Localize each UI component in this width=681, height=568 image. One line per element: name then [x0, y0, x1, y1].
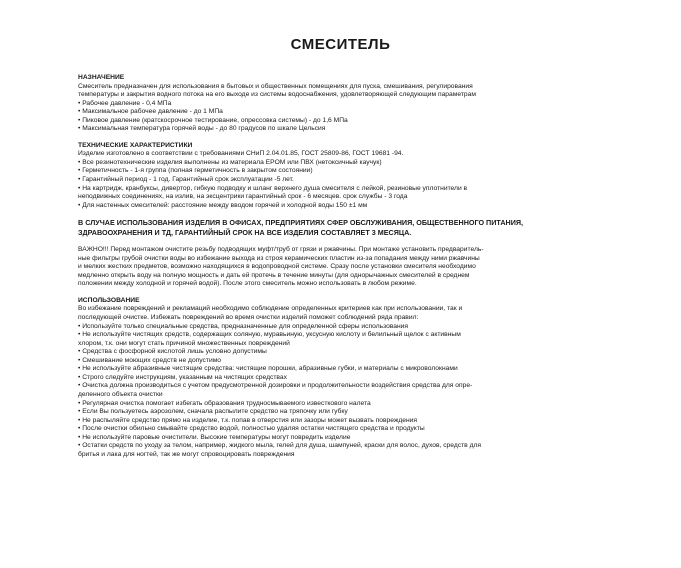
usage-line: деленного объекта очистки [78, 390, 163, 398]
important-line: медленно открыть воду на полную мощность и дать ей протечь в течение минуты (для однорычажных смесителей в среднем [78, 271, 470, 279]
usage-line: • Используйте только специальные средства, предназначенные для определенной сферы использования [78, 322, 409, 330]
usage-line: • Не используйте чистящих средств, содержащих соляную, муравьиную, уксусную кислоту и белильный щелок с активным [78, 331, 461, 339]
usage-line: • Смешивание моющих средств не допустимо [78, 356, 222, 364]
usage-line: • Регулярная очистка помогает избегать образования трудносмываемого известкового налета [78, 399, 371, 407]
usage-line: • Очистка должна производиться с учетом предусмотренной дозировки и продолжительности воздействия средства для опре- [78, 382, 473, 390]
specs-line: Изделие изготовлено в соответствии с требованиями СНиП 2.04.01.85, ГОСТ 25809-86, ГОСТ 19681 -94. [78, 150, 404, 158]
usage-line: • После очистки обильно смывайте средство водой, полностью удаляя остатки чистящего средства и продукты [78, 425, 425, 433]
usage-line: • Не используйте абразивные чистящие средства: чистящие порошки, абразивные губки, и материалы с микроволокнами [78, 365, 458, 373]
usage-line: • Не используйте паровые очистители. Высокие температуры могут повредить изделие [78, 433, 351, 441]
important-line: ВАЖНО!!! Перед монтажом очистите резьбу подводящих муфт/труб от грязи и ржавчины. При монтаже установить предваритель- [78, 246, 484, 254]
usage-line: Во избежание повреждений и рекламаций необходимо соблюдение определенных критериев как при использовании, так и [78, 305, 463, 313]
purpose-heading: НАЗНАЧЕНИЕ [78, 74, 125, 81]
specs-line: • Для настенных смесителей: расстояние между вводом горячей и холодной воды 150 ±1 мм [78, 201, 368, 209]
specs-heading: ТЕХНИЧЕСКИЕ ХАРАКТЕРИСТИКИ [78, 141, 193, 149]
important-line: и мелких жестких предметов, возможно находящихся в водопроводной системе. Сразу после установки смесителя необходимо [78, 263, 476, 271]
purpose-line: • Рабочее давление - 0,4 МПа [78, 99, 172, 107]
usage-line: • Строго следуйте инструкциям, указанным на чистящих средствах [78, 373, 287, 381]
specs-line: • Герметичность - 1-я группа (полная герметичность в закрытом состоянии) [78, 167, 313, 175]
specs-line: • На картридж, кранбуксы, дивертор, гибкую подводку и шланг верхнего душа смесителя с лейкой, резиновые уплотнители в [78, 184, 468, 192]
usage-section [78, 305, 588, 459]
purpose-line: Смеситель предназначен для использования в бытовых и общественных помещениях для пуска, смешивания, регулирования [78, 82, 473, 90]
spacer [78, 289, 588, 297]
warning-line: В СЛУЧАЕ ИСПОЛЬЗОВАНИЯ ИЗДЕЛИЯ В ОФИСАХ, ПРЕДПРИЯТИЯХ СФЕР ОБСЛУЖИВАНИЯ, ОБЩЕСТВЕННОГО ПИТАНИЯ, [78, 218, 524, 228]
usage-line: бритья и лака для ногтей, так же могут спровоцировать повреждения [78, 450, 295, 458]
usage-heading: ИСПОЛЬЗОВАНИЕ [78, 296, 140, 304]
warning-line: ЗДРАВООХРАНЕНИЯ И ТД, ГАРАНТИЙНЫЙ СРОК НА ВСЕ ИЗДЕЛИЯ СОСТАВЛЯЕТ 3 МЕСЯЦА. [78, 228, 412, 238]
usage-line: • Если Вы пользуетесь аэрозолем, сначала распылите средство на тряпочку или губку [78, 408, 348, 416]
specs-line: неподвижных соединениях, на излив, на эксцентрики гарантийный срок - 6 месяцев. срок службы - 3 года [78, 193, 408, 201]
usage-line: • Остатки средств по уходу за телом, например, жидкого мыла, гелей для душа, шампуней, краски для волос, духов, средств для [78, 442, 481, 450]
usage-line: • Не распыляйте средство прямо на изделие, т.к. попав в отверстия или зазоры может вызвать повреждения [78, 416, 418, 424]
important-line: ные фильтры грубой очистки воды во избежание выхода из строя керамических пластин из-за попадания между ними ржавчины [78, 254, 480, 262]
specs-line: • Гарантийный период - 1 год. Гарантийный срок эксплуатации -5 лет. [78, 176, 294, 184]
spacer [78, 238, 588, 246]
spacer [78, 134, 588, 142]
warning-notice [78, 218, 588, 238]
purpose-line: температуры и закрытия водного потока на его выходе из системы водоснабжения, удовлетворяющей следующим параметрам [78, 91, 476, 99]
important-notice [78, 246, 588, 289]
spacer [78, 210, 588, 218]
specs-line: • Все резинотехнические изделия выполнены из материала EPOM или ПВХ (нетоксичный каучук) [78, 158, 382, 166]
document-title: СМЕСИТЕЛЬ [290, 36, 391, 53]
purpose-line: • Пиковое давление (кратскосрочное тестирование, опрессовка системы) - до 1,6 МПа [78, 116, 348, 124]
usage-line: • Средства с фосфорной кислотой лишь условно допустимы [78, 348, 267, 356]
purpose-line: • Максимальное рабочее давление - до 1 МПа [78, 108, 223, 116]
purpose-line: • Максимальная температура горячей воды - до 80 градусов по шкале Цельсия [78, 125, 326, 133]
purpose-section [78, 83, 588, 134]
important-line: положении между холодной и горячей водой). После этого смеситель можно использовать в любом режиме. [78, 280, 417, 288]
usage-line: хлором, т.к. они могут стать причиной множественных повреждений [78, 339, 290, 347]
document-body [78, 74, 588, 459]
usage-line: последующей очистке. Избежать повреждений во время очистки изделий поможет соблюдений ряда правил: [78, 314, 419, 322]
specs-section [78, 150, 588, 210]
